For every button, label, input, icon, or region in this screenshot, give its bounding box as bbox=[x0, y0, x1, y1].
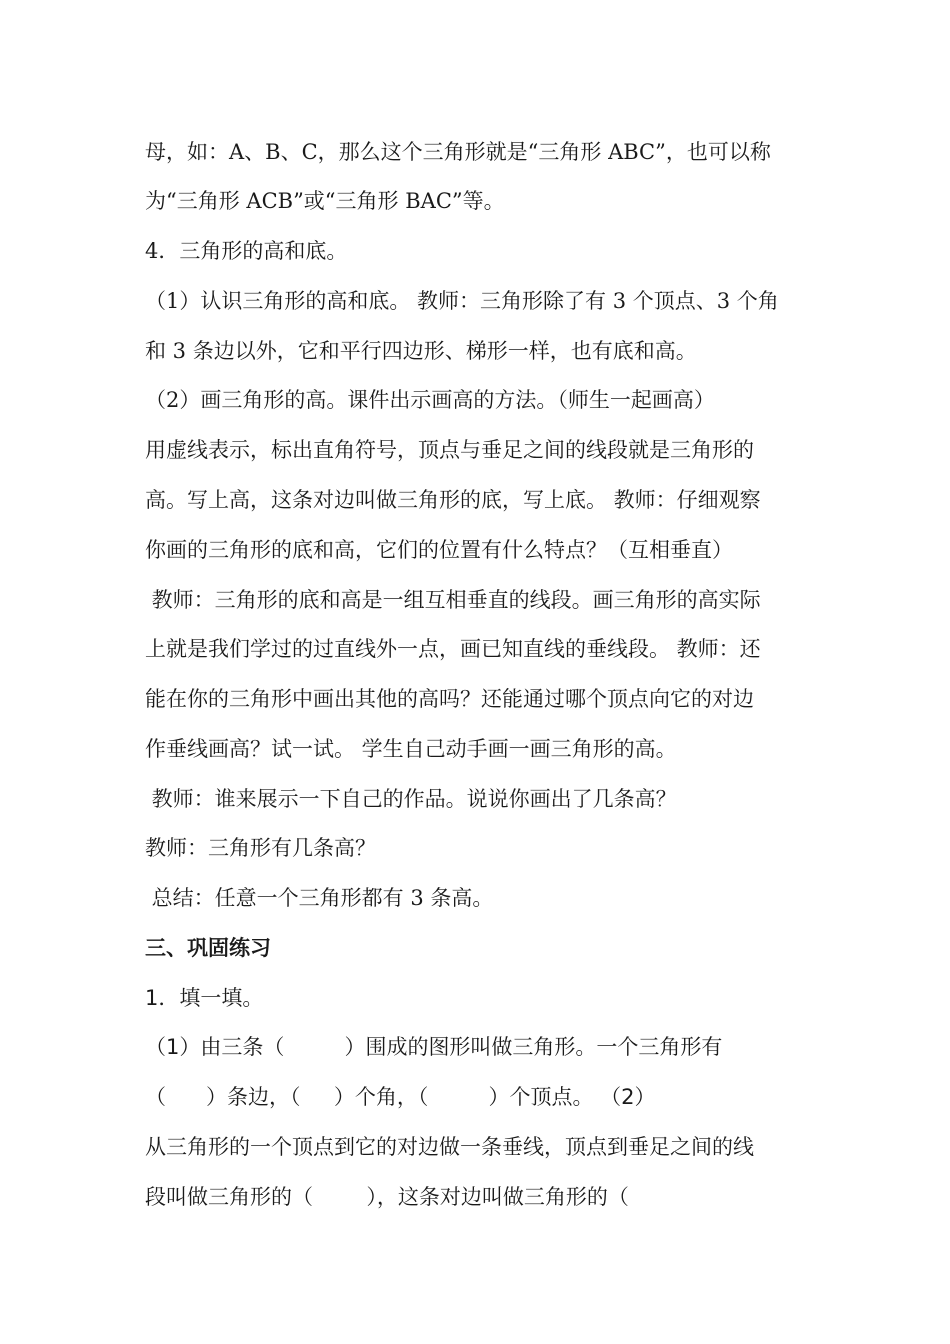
text-line: 高。写上高，这条对边叫做三角形的底，写上底。 教师：仔细观察 bbox=[145, 488, 761, 512]
exercise-line: 从三角形的一个顶点到它的对边做一条垂线，顶点到垂足之间的线 bbox=[145, 1135, 754, 1159]
exercise-line: （1）由三条（ ）围成的图形叫做三角形。一个三角形有 bbox=[145, 1035, 723, 1059]
section-heading: 三、巩固练习 bbox=[145, 936, 271, 960]
text-line: 总结：任意一个三角形都有 3 条高。 bbox=[145, 886, 494, 910]
text-line: 能在你的三角形中画出其他的高吗？还能通过哪个顶点向它的对边 bbox=[145, 687, 754, 711]
text-line: 母，如：A、B、C，那么这个三角形就是“三角形 ABC”，也可以称 bbox=[145, 140, 771, 164]
text-line: 上就是我们学过的过直线外一点，画已知直线的垂线段。 教师：还 bbox=[145, 637, 761, 661]
text-line: 用虚线表示，标出直角符号，顶点与垂足之间的线段就是三角形的 bbox=[145, 438, 754, 462]
text-line: 教师：谁来展示一下自己的作品。说说你画出了几条高？ bbox=[145, 787, 677, 811]
text-line: 你画的三角形的底和高，它们的位置有什么特点？（互相垂直） bbox=[145, 538, 733, 562]
text-line: 教师：三角形的底和高是一组互相垂直的线段。画三角形的高实际 bbox=[145, 588, 761, 612]
text-line: 作垂线画高？试一试。 学生自己动手画一画三角形的高。 bbox=[145, 737, 677, 761]
text-line: （2）画三角形的高。课件出示画高的方法。（师生一起画高） bbox=[145, 388, 715, 412]
text-line: 和 3 条边以外，它和平行四边形、梯形一样，也有底和高。 bbox=[145, 339, 697, 363]
exercise-line: （ ）条边，（ ）个角，（ ）个顶点。 （2） bbox=[145, 1085, 656, 1109]
exercise-heading: 1．填一填。 bbox=[145, 986, 264, 1010]
text-line: （1）认识三角形的高和底。 教师：三角形除了有 3 个顶点、3 个角 bbox=[145, 289, 779, 313]
exercise-line: 段叫做三角形的（ ），这条对边叫做三角形的（ bbox=[145, 1185, 629, 1209]
text-line: 教师：三角形有几条高？ bbox=[145, 836, 376, 860]
section-heading: 4．三角形的高和底。 bbox=[145, 239, 348, 263]
text-line: 为“三角形 ACB”或“三角形 BAC”等。 bbox=[145, 189, 505, 213]
